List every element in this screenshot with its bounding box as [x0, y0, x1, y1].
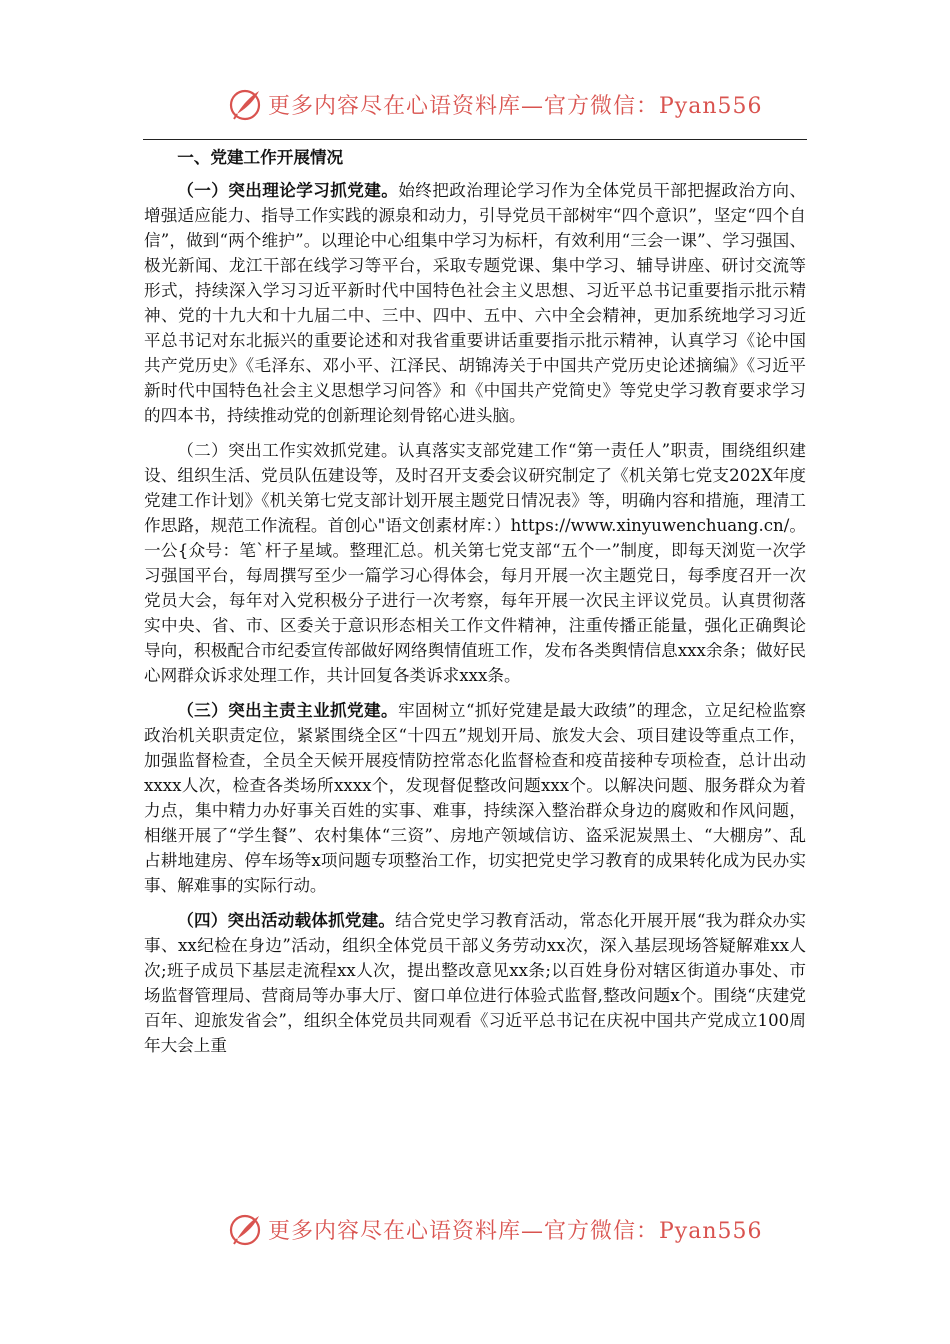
paragraph-2 — [144, 438, 806, 688]
quill-pen-logo-icon — [228, 1211, 264, 1247]
quill-pen-logo-icon — [228, 86, 264, 122]
section-heading: 一、党建工作开展情况 — [177, 147, 344, 167]
paragraph-3 — [144, 698, 806, 898]
header-watermark — [228, 84, 763, 124]
paragraph-body: 牢固树立“抓好党建是最大政绩”的理念，立足纪检监察政治机关职责定位，紧紧围绕全区“十四五”规划开局、旅发大会、项目建设等重点工作，加强监督检查，全员全天候开展疫情防控常态化监督检查和疫苗接种专项检查，总计出动xxxx人次，检查各类场所xxxx个，发现督促整改问题xxx个。以解决问题、服务群众为着力点，集中精力办好事关百姓的实事、难事，持续深入整治群众身边的腐败和作风问题，相继开展了“学生餐”、农村集体“三资”、房地产领域信访、盗采泥炭黑土、“大棚房”、乱占耕地建房、停车场等x项问题专项整治工作，切实把党史学习教育的成果转化成为民办实事、解难事的实际行动。 — [144, 701, 807, 895]
paragraph-body: （二）突出工作实效抓党建。认真落实支部党建工作“第一责任人”职责，围绕组织建设、组织生活、党员队伍建设等，及时召开支委会议研究制定了《机关第七党支202X年度党建工作计划》《机关第七党支部计划开展主题党日情况表》等，明确内容和措施，理清工作思路，规范工作流程。首创心"语文创素材库：）https://www.xinyuwenchuang.cn/。一公{众号：笔`杆子星域。整理汇总。机关第七党支部“五个一”制度，即每天浏览一次学习强国平台，每周撰写至少一篇学习心得体会，每月开展一次主题党日，每季度召开一次党员大会，每年对入党积极分子进行一次考察，每年开展一次民主评议党员。认真贯彻落实中央、省、市、区委关于意识形态相关工作文件精神，注重传播正能量，强化正确舆论导向，积极配合市纪委宣传部做好网络舆情值班工作，发布各类舆情信息xxx余条；做好民心网群众诉求处理工作，共计回复各类诉求xxx条。 — [144, 441, 806, 685]
watermark-text: 更多内容尽在心语资料库—官方微信：Pyan556 — [268, 93, 763, 119]
paragraph-lead: （一）突出理论学习抓党建。 — [177, 180, 399, 200]
watermark-text: 更多内容尽在心语资料库—官方微信：Pyan556 — [268, 1218, 763, 1244]
paragraph-lead: （四）突出活动载体抓党建。 — [177, 910, 396, 930]
header-divider — [143, 139, 807, 140]
footer-watermark — [228, 1209, 763, 1249]
document-body — [144, 145, 806, 1068]
paragraph-body: 结合党史学习教育活动，常态化开展开展“我为群众办实事、xx纪检在身边”活动，组织全体党员干部义务劳动xx次，深入基层现场答疑解难xx人次;班子成员下基层走流程xx人次，提出整改意见xx条;以百姓身份对辖区街道办事处、市场监督管理局、营商局等办事大厅、窗口单位进行体验式监督,整改问题x个。围绕“庆建党百年、迎旅发省会”，组织全体党员共同观看《习近平总书记在庆祝中国共产党成立100周年大会上重 — [144, 911, 806, 1055]
paragraph-4 — [144, 908, 806, 1058]
paragraph-body: 始终把政治理论学习作为全体党员干部把握政治方向、增强适应能力、指导工作实践的源泉和动力，引导党员干部树牢“四个意识”，坚定“四个自信”，做到“两个维护”。以理论中心组集中学习为标杆，有效利用“三会一课”、学习强国、极光新闻、龙江干部在线学习等平台，采取专题党课、集中学习、辅导讲座、研讨交流等形式，持续深入学习习近平新时代中国特色社会主义思想、习近平总书记重要指示批示精神、党的十九大和十九届二中、三中、四中、五中、六中全会精神，更加系统地学习习近平总书记对东北振兴的重要论述和对我省重要讲话重要指示批示精神，认真学习《论中国共产党历史》《毛泽东、邓小平、江泽民、胡锦涛关于中国共产党历史论述摘编》《习近平新时代中国特色社会主义思想学习问答》和《中国共产党简史》等党史学习教育要求学习的四本书，持续推动党的创新理论刻骨铭心进头脑。 — [144, 181, 807, 425]
paragraph-1 — [144, 178, 806, 428]
paragraph-lead: （三）突出主责主业抓党建。 — [177, 700, 398, 720]
